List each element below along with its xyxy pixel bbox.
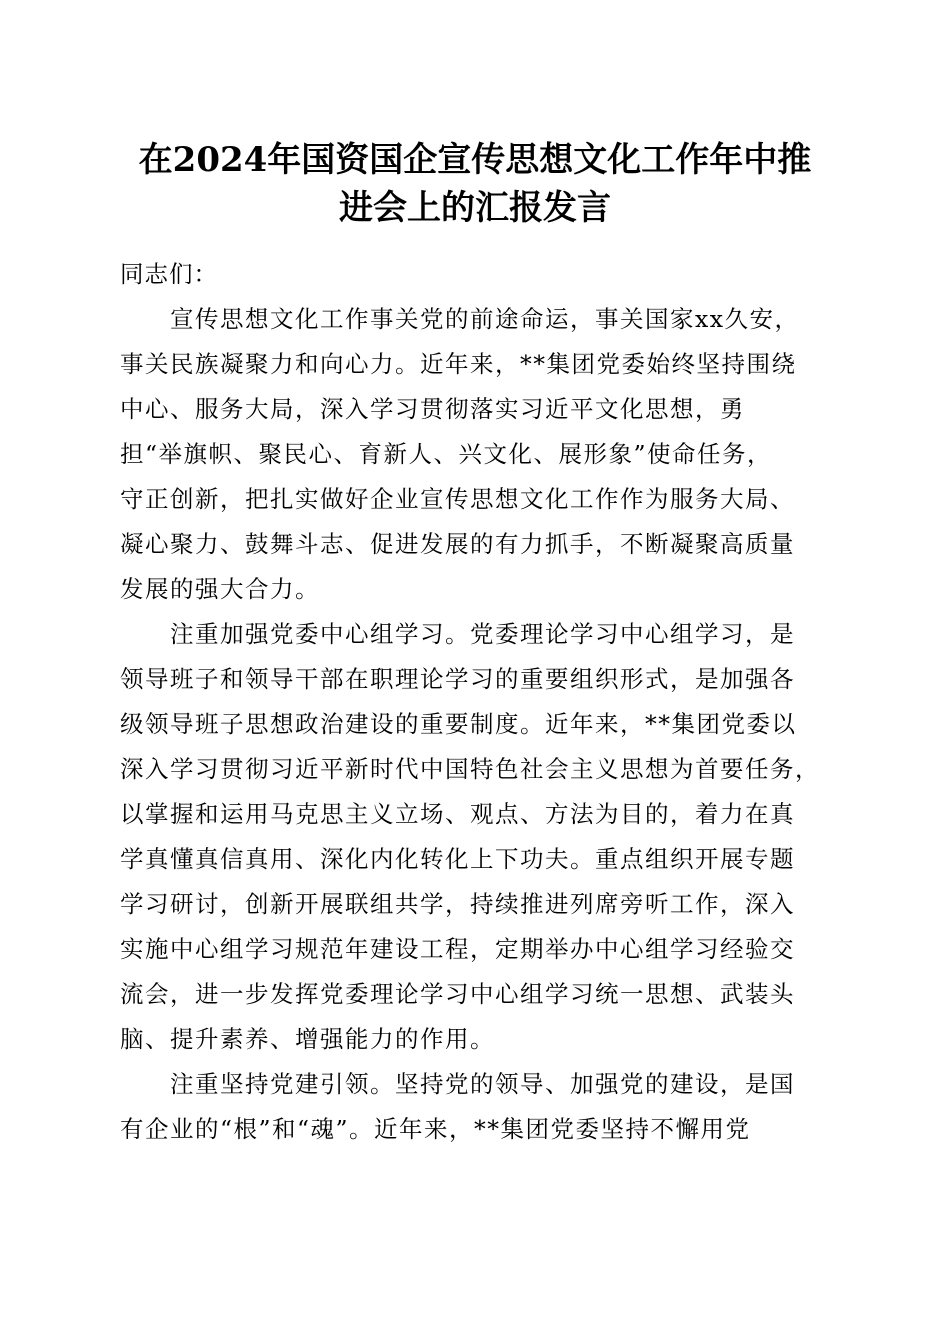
paragraph-3 <box>120 1062 832 1152</box>
text-line: 注重坚持党建引领。坚持党的领导、加强党的建设，是国 <box>170 1070 795 1098</box>
text-line: 级领导班子思想政治建设的重要制度。近年来，**集团党委以 <box>120 710 797 738</box>
text-line: 学习研讨，创新开展联组共学，持续推进列席旁听工作，深入 <box>120 890 795 918</box>
text-line: 发展的强大合力。 <box>120 575 320 603</box>
text-line: 脑、提升素养、增强能力的作用。 <box>120 1025 495 1053</box>
text-line: 凝心聚力、鼓舞斗志、促进发展的有力抓手，不断凝聚高质量 <box>120 530 795 558</box>
document-title <box>110 136 840 232</box>
text-line: 以掌握和运用马克思主义立场、观点、方法为目的，着力在真 <box>120 800 795 828</box>
text-line: 实施中心组学习规范年建设工程，定期举办中心组学习经验交 <box>120 935 795 963</box>
text-line: 注重加强党委中心组学习。党委理论学习中心组学习，是 <box>170 620 795 648</box>
text-line: 深入学习贯彻习近平新时代中国特色社会主义思想为首要任务， <box>120 755 820 783</box>
text-line: 学真懂真信真用、深化内化转化上下功夫。重点组织开展专题 <box>120 845 795 873</box>
paragraph-1 <box>120 297 832 612</box>
salutation-text: 同志们： <box>120 260 218 288</box>
text-line: 宣传思想文化工作事关党的前途命运，事关国家xx久安， <box>170 305 800 333</box>
text-line: 领导班子和领导干部在职理论学习的重要组织形式，是加强各 <box>120 665 795 693</box>
document-body <box>120 252 832 1152</box>
text-line: 守正创新，把扎实做好企业宣传思想文化工作作为服务大局、 <box>120 485 795 513</box>
paragraph-2 <box>120 612 832 1062</box>
title-line: 进会上的汇报发言 <box>339 188 611 228</box>
text-line: 流会，进一步发挥党委理论学习中心组学习统一思想、武装头 <box>120 980 795 1008</box>
text-line: 有企业的“根”和“魂”。近年来，**集团党委坚持不懈用党 <box>120 1115 751 1143</box>
title-line: 在2024年国资国企宣传思想文化工作年中推 <box>138 140 812 180</box>
text-line: 中心、服务大局，深入学习贯彻落实习近平文化思想，勇 <box>120 395 745 423</box>
text-line: 担“举旗帜、聚民心、育新人、兴文化、展形象”使命任务， <box>120 440 773 468</box>
salutation <box>120 252 832 297</box>
text-line: 事关民族凝聚力和向心力。近年来，**集团党委始终坚持围绕 <box>120 350 797 378</box>
